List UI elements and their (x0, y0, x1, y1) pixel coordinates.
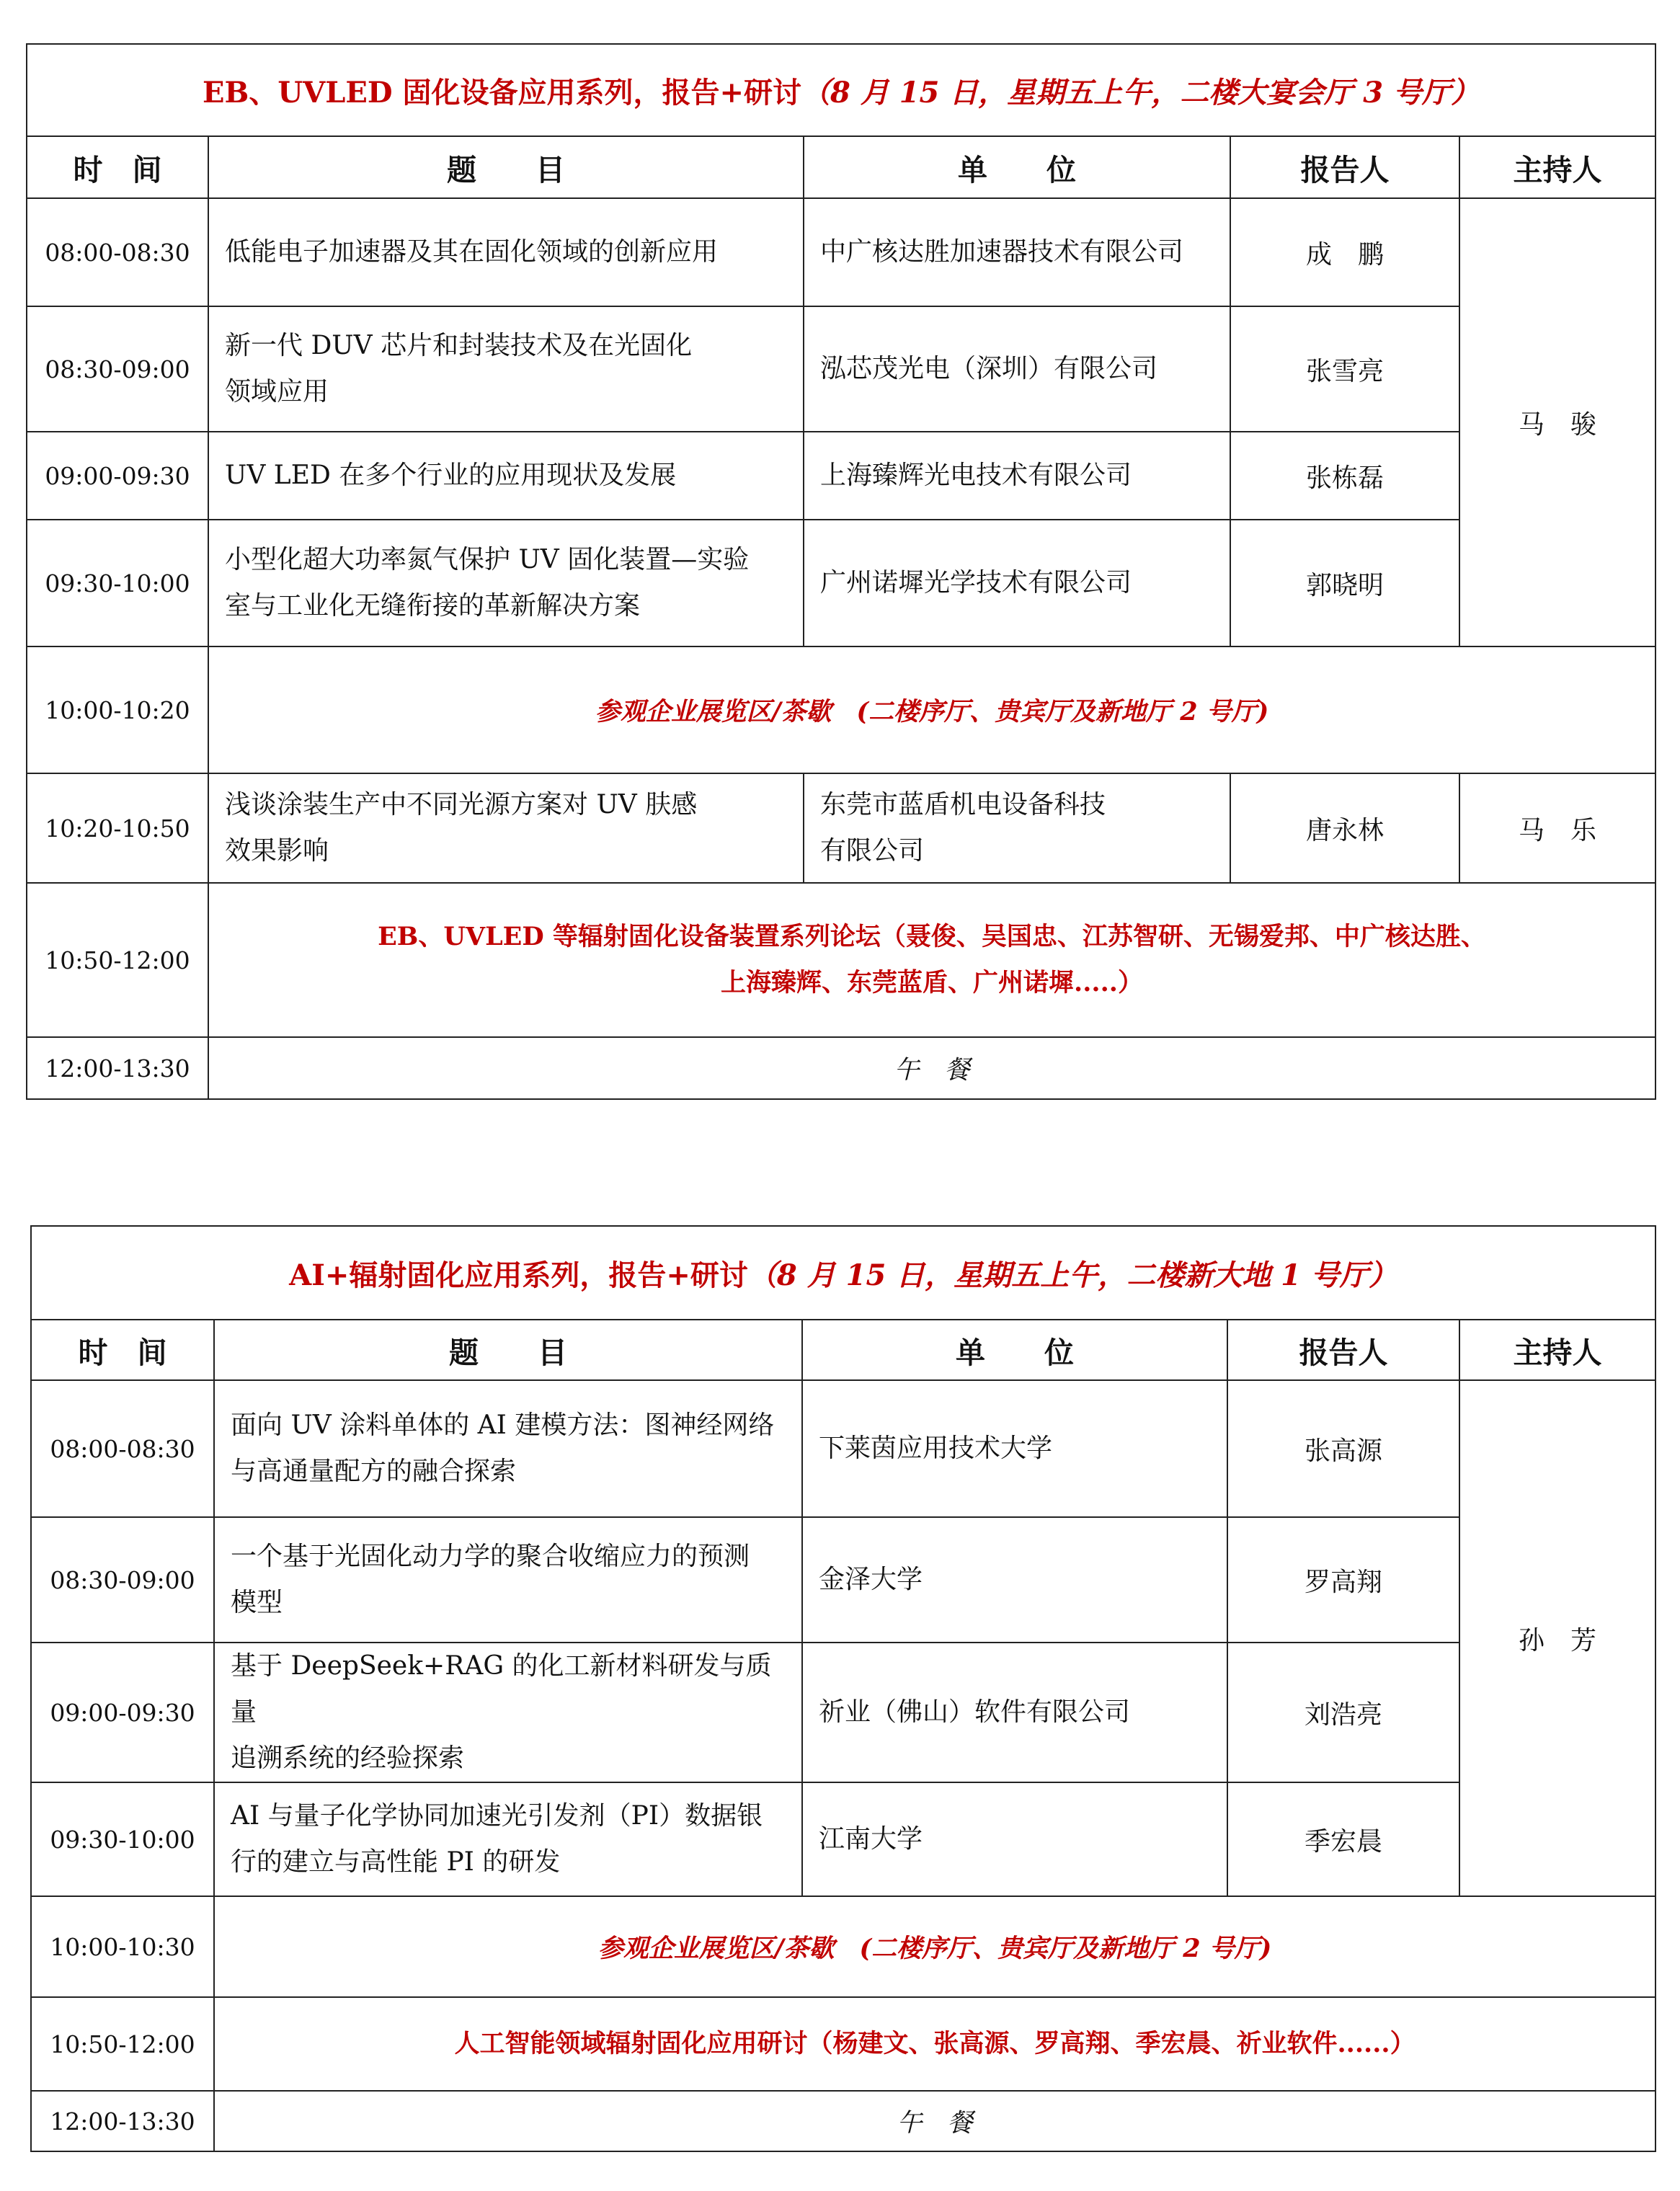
lunch-note: 午 餐 (214, 2091, 1655, 2151)
col-speaker-header: 报告人 (1227, 1320, 1459, 1380)
row-topic-line2: 效果影响 (225, 836, 329, 866)
row-speaker: 唐永林 (1230, 773, 1459, 883)
row-time: 10:20-10:50 (27, 773, 208, 883)
row-topic-line1: 一个基于光固化动力学的聚合收缩应力的预测 (231, 1542, 750, 1571)
session2-host: 孙 芳 (1459, 1380, 1655, 1896)
table-row (31, 2091, 1655, 2151)
table-row (27, 1037, 1655, 1099)
row-time: 08:00-08:30 (31, 1380, 214, 1517)
row-topic-line1: 浅谈涂装生产中不同光源方案对 UV 肤感 (225, 790, 698, 819)
row-time: 09:30-10:00 (27, 520, 208, 646)
session1-host: 马 骏 (1459, 198, 1655, 646)
row-time: 08:00-08:30 (27, 198, 208, 306)
row-speaker: 季宏晨 (1227, 1782, 1459, 1896)
row-topic (214, 1380, 802, 1517)
session1-title-main: EB、UVLED 固化设备应用系列，报告+研讨 (203, 75, 802, 110)
row-time: 10:00-10:30 (31, 1896, 214, 1997)
table-row (31, 1997, 1655, 2091)
row-topic-line1: 小型化超大功率氮气保护 UV 固化装置—实验 (225, 545, 750, 574)
row-time: 09:00-09:30 (31, 1643, 214, 1782)
table-row (31, 1896, 1655, 1997)
table-row (31, 1380, 1655, 1517)
break-note: 参观企业展览区/茶歇 (二楼序厅、贵宾厅及新地厅 2 号厅) (214, 1896, 1655, 1997)
row-speaker: 张雪亮 (1230, 306, 1459, 432)
row-time: 12:00-13:30 (27, 1037, 208, 1099)
table-row (31, 1782, 1655, 1896)
row-unit-line1: 东莞市蓝盾机电设备科技 (820, 790, 1106, 819)
table-row (27, 646, 1655, 773)
table-row (27, 198, 1655, 306)
row-topic-line1: 新一代 DUV 芯片和封装技术及在光固化 (225, 331, 693, 360)
row-unit: 广州诺墀光学技术有限公司 (804, 520, 1230, 646)
col-unit-header: 单 位 (802, 1320, 1227, 1380)
row-time: 09:30-10:00 (31, 1782, 214, 1896)
row-topic (208, 520, 804, 646)
session2-title-sub: （8 月 15 日，星期五上午，二楼新大地 1 号厅） (747, 1258, 1397, 1292)
row-topic (214, 1517, 802, 1643)
row-speaker: 罗高翔 (1227, 1517, 1459, 1643)
col-time-header: 时 间 (27, 136, 208, 198)
row-time: 10:50-12:00 (31, 1997, 214, 2091)
row-topic-line2: 追溯系统的经验探索 (231, 1743, 465, 1773)
col-topic-header: 题 目 (208, 136, 804, 198)
row-unit: 泓芯茂光电（深圳）有限公司 (804, 306, 1230, 432)
forum-line2: 上海臻辉、东莞蓝盾、广州诺墀.....） (721, 968, 1143, 997)
row-speaker: 刘浩亮 (1227, 1643, 1459, 1782)
col-host-header: 主持人 (1459, 1320, 1655, 1380)
row-topic-line2: 模型 (231, 1588, 283, 1617)
forum-note (208, 883, 1655, 1037)
session1-header-row (27, 136, 1655, 198)
table-row (31, 1517, 1655, 1643)
col-time-header: 时 间 (31, 1320, 214, 1380)
row-time: 09:00-09:30 (27, 432, 208, 520)
session2-header-row (31, 1320, 1655, 1380)
table-row (27, 520, 1655, 646)
session1-title (27, 44, 1655, 136)
row-topic-line1: 面向 UV 涂料单体的 AI 建模方法：图神经网络 (231, 1410, 775, 1440)
session2-title (31, 1226, 1655, 1320)
table-row (27, 432, 1655, 520)
row-unit: 祈业（佛山）软件有限公司 (802, 1643, 1227, 1782)
col-speaker-header: 报告人 (1230, 136, 1459, 198)
row-unit-line2: 有限公司 (820, 836, 925, 866)
row-topic (208, 773, 804, 883)
row-topic (208, 306, 804, 432)
table-row (27, 306, 1655, 432)
row-unit: 中广核达胜加速器技术有限公司 (804, 198, 1230, 306)
row-speaker: 郭晓明 (1230, 520, 1459, 646)
table-row (27, 883, 1655, 1037)
table-row (27, 773, 1655, 883)
row-topic-line1: AI 与量子化学协同加速光引发剂（PI）数据银 (231, 1801, 763, 1831)
row-topic-line2: 行的建立与高性能 PI 的研发 (231, 1847, 561, 1877)
row-unit (804, 773, 1230, 883)
row-speaker: 张高源 (1227, 1380, 1459, 1517)
row-time: 10:50-12:00 (27, 883, 208, 1037)
forum-line1: EB、UVLED 等辐射固化设备装置系列论坛（聂俊、吴国忠、江苏智研、无锡爱邦、中广核达胜、 (378, 922, 1486, 951)
row-time: 12:00-13:30 (31, 2091, 214, 2151)
row-time: 10:00-10:20 (27, 646, 208, 773)
col-unit-header: 单 位 (804, 136, 1230, 198)
row-topic-line1: 基于 DeepSeek+RAG 的化工新材料研发与质量 (231, 1651, 772, 1727)
row-topic (214, 1782, 802, 1896)
session1-host-2: 马 乐 (1459, 773, 1655, 883)
session2-table (30, 1225, 1656, 2152)
row-topic (214, 1643, 802, 1782)
session1-title-sub: （8 月 15 日，星期五上午，二楼大宴会厅 3 号厅） (801, 75, 1480, 110)
row-time: 08:30-09:00 (27, 306, 208, 432)
table-row (31, 1643, 1655, 1782)
session2-title-main: AI+辐射固化应用系列，报告+研讨 (289, 1258, 748, 1292)
row-unit: 上海臻辉光电技术有限公司 (804, 432, 1230, 520)
row-unit: 下莱茵应用技术大学 (802, 1380, 1227, 1517)
break-note: 参观企业展览区/茶歇 (二楼序厅、贵宾厅及新地厅 2 号厅) (208, 646, 1655, 773)
row-topic-line2: 室与工业化无缝衔接的革新解决方案 (225, 591, 641, 621)
col-host-header: 主持人 (1459, 136, 1655, 198)
forum-note: 人工智能领域辐射固化应用研讨（杨建文、张高源、罗高翔、季宏晨、祈业软件......） (214, 1997, 1655, 2091)
row-speaker: 张栋磊 (1230, 432, 1459, 520)
row-time: 08:30-09:00 (31, 1517, 214, 1643)
lunch-note: 午 餐 (208, 1037, 1655, 1099)
row-unit: 金泽大学 (802, 1517, 1227, 1643)
row-topic: UV LED 在多个行业的应用现状及发展 (208, 432, 804, 520)
row-topic-line2: 与高通量配方的融合探索 (231, 1457, 517, 1486)
row-topic-line2: 领域应用 (225, 377, 329, 406)
row-speaker: 成 鹏 (1230, 198, 1459, 306)
col-topic-header: 题 目 (214, 1320, 802, 1380)
row-unit: 江南大学 (802, 1782, 1227, 1896)
row-topic: 低能电子加速器及其在固化领域的创新应用 (208, 198, 804, 306)
session1-table (26, 43, 1656, 1100)
